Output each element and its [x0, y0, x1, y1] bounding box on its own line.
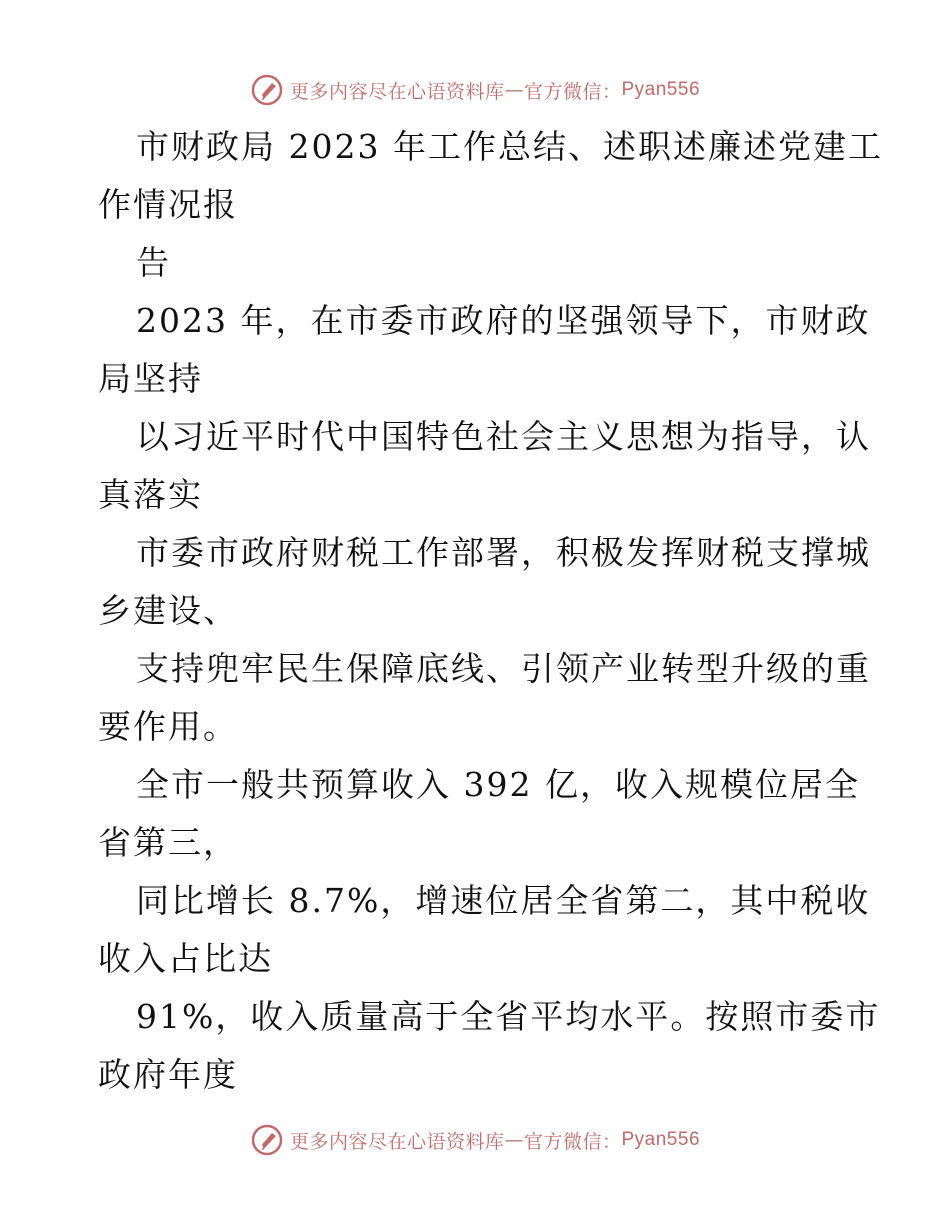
footer-watermark — [0, 1122, 950, 1158]
watermark-dash: — — [504, 79, 524, 101]
watermark-prefix: 更多内容尽在心语资料库 — [289, 1130, 505, 1153]
paragraph-line: 91%，收入质量高于全省平均水平。按照市委市 — [136, 997, 881, 1036]
watermark-dash: — — [504, 1129, 524, 1151]
title-line-3: 告 — [136, 243, 171, 282]
paragraph-line: 同比增长 8.7%，增速位居全省第二，其中税收 — [136, 881, 871, 920]
watermark-wechat-id: Pyan556 — [621, 1129, 701, 1150]
paragraph-line: 以习近平时代中国特色社会主义思想为指导，认 — [136, 417, 871, 456]
watermark-suffix: 官方微信： — [523, 1130, 622, 1153]
pen-logo-icon — [250, 1123, 284, 1157]
watermark-prefix: 更多内容尽在心语资料库 — [289, 80, 505, 103]
title-line-2: 作情况报 — [98, 185, 238, 224]
paragraph-line: 全市一般共预算收入 392 亿，收入规模位居全 — [136, 765, 860, 804]
paragraph-line: 省第三， — [98, 823, 238, 862]
paragraph-line: 局坚持 — [98, 359, 203, 398]
document-body — [98, 118, 883, 1104]
watermark-suffix: 官方微信： — [523, 80, 622, 103]
watermark-wechat-id: Pyan556 — [621, 79, 701, 100]
title-line-1: 市财政局 2023 年工作总结、述职述廉述党建工 — [136, 127, 883, 166]
header-watermark — [0, 72, 950, 108]
paragraph-line: 要作用。 — [98, 707, 238, 746]
paragraph-line: 乡建设、 — [98, 591, 238, 630]
paragraph-line: 2023 年，在市委市政府的坚强领导下，市财政 — [136, 301, 871, 340]
paragraph-line: 支持兜牢民生保障底线、引领产业转型升级的重 — [136, 649, 871, 688]
paragraph-line: 收入占比达 — [98, 939, 273, 978]
paragraph-line: 真落实 — [98, 475, 203, 514]
paragraph-line: 政府年度 — [98, 1055, 238, 1094]
pen-logo-icon — [250, 73, 284, 107]
paragraph-line: 市委市政府财税工作部署，积极发挥财税支撑城 — [136, 533, 871, 572]
